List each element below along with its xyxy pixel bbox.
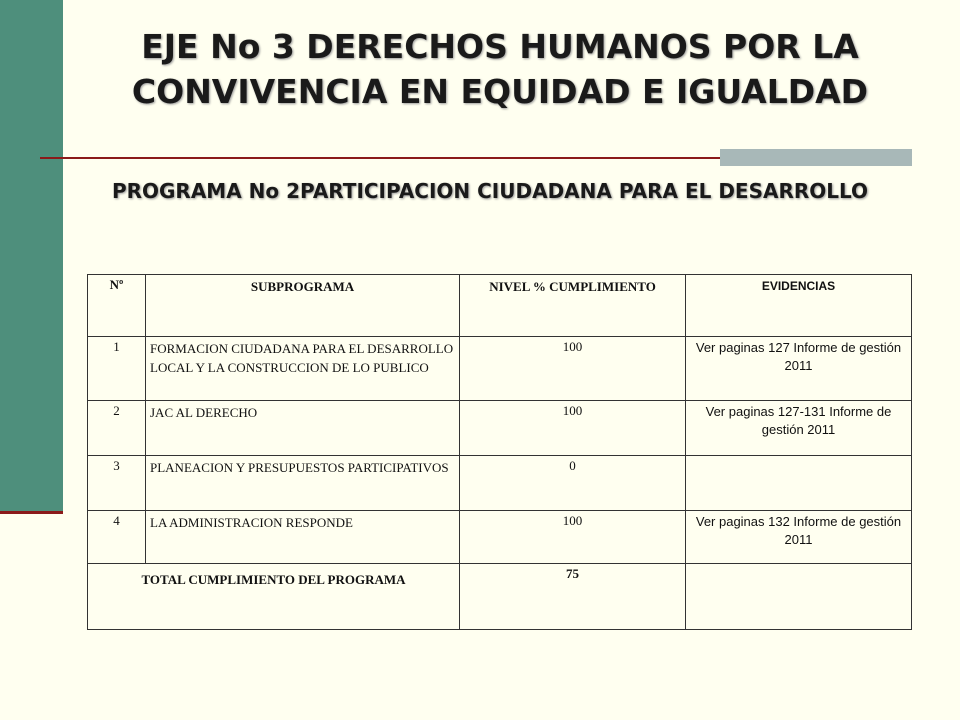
row-num: 1 (88, 337, 146, 401)
total-label: TOTAL CUMPLIMIENTO DEL PROGRAMA (88, 564, 460, 630)
table-header-row (88, 275, 912, 337)
program-subtitle: PROGRAMA No 2PARTICIPACION CIUDADANA PARA EL DESARROLLO (111, 179, 869, 203)
header-num: Nº (88, 275, 146, 337)
row-nivel: 0 (460, 456, 686, 511)
table-row (88, 456, 912, 511)
page-title: EJE No 3 DERECHOS HUMANOS POR LA CONVIVENCIA EN EQUIDAD E IGUALDAD (131, 27, 869, 111)
row-evidencias (686, 456, 912, 511)
title-divider-accent (720, 149, 912, 166)
row-evidencias: Ver paginas 127-131 Informe de gestión 2011 (686, 401, 912, 456)
table-total-row (88, 564, 912, 630)
row-nivel: 100 (460, 511, 686, 564)
total-value: 75 (460, 564, 686, 630)
table-row (88, 511, 912, 564)
header-subprograma: SUBPROGRAMA (146, 275, 460, 337)
row-subprograma: FORMACION CIUDADANA PARA EL DESARROLLO LOCAL Y LA CONSTRUCCION DE LO PUBLICO (146, 337, 460, 401)
header-evidencias: EVIDENCIAS (686, 275, 912, 337)
program-table (87, 274, 912, 630)
row-nivel: 100 (460, 337, 686, 401)
table-row (88, 337, 912, 401)
row-subprograma: LA ADMINISTRACION RESPONDE (146, 511, 460, 564)
row-num: 3 (88, 456, 146, 511)
row-subprograma: PLANEACION Y PRESUPUESTOS PARTICIPATIVOS (146, 456, 460, 511)
row-num: 2 (88, 401, 146, 456)
row-evidencias: Ver paginas 132 Informe de gestión 2011 (686, 511, 912, 564)
table-row (88, 401, 912, 456)
row-subprograma: JAC AL DERECHO (146, 401, 460, 456)
row-num: 4 (88, 511, 146, 564)
row-evidencias: Ver paginas 127 Informe de gestión 2011 (686, 337, 912, 401)
side-decoration-line (0, 511, 63, 514)
side-decoration-bar (0, 0, 63, 512)
row-nivel: 100 (460, 401, 686, 456)
header-nivel: NIVEL % CUMPLIMIENTO (460, 275, 686, 337)
total-evidencias (686, 564, 912, 630)
